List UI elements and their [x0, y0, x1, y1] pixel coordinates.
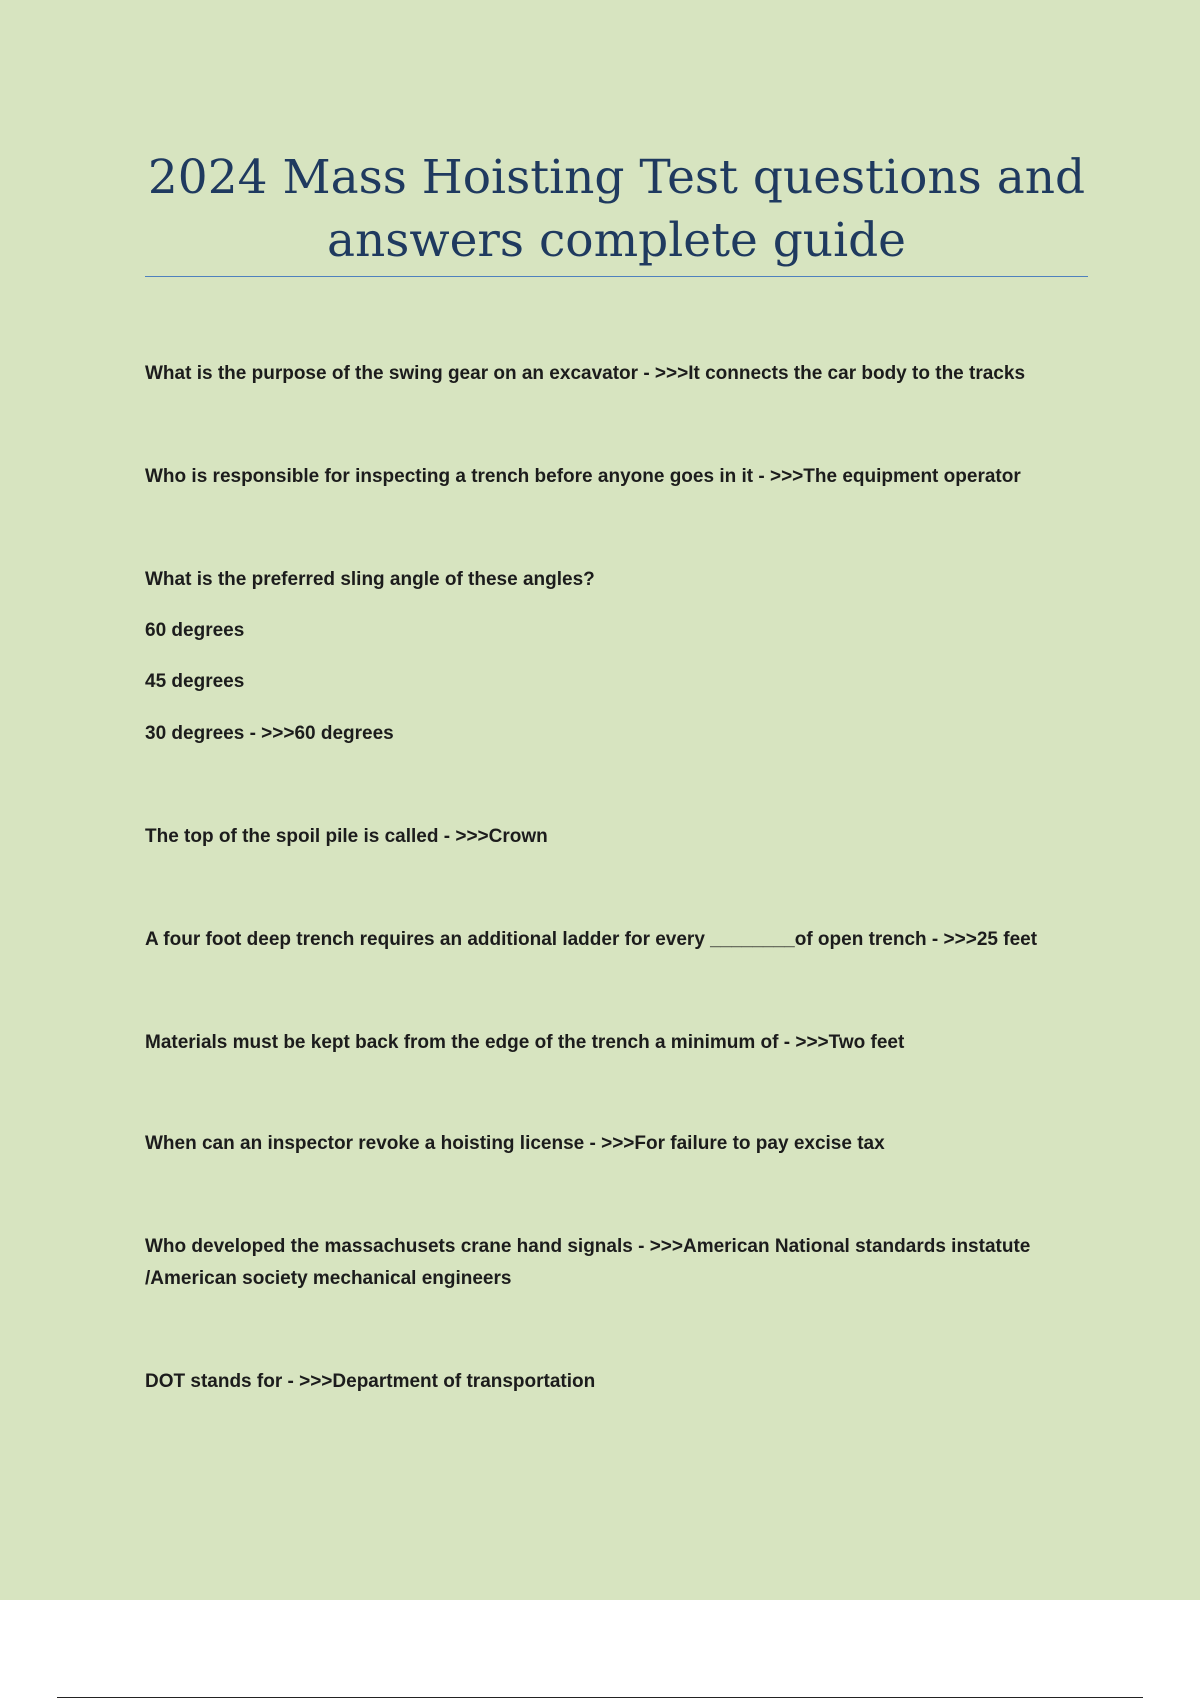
qa-item-sling-angle-option-60: 60 degrees — [145, 620, 245, 641]
qa-item-swing-gear: What is the purpose of the swing gear on an excavator - >>>It connects the car body to the tracks — [145, 363, 1026, 384]
qa-item-dot: DOT stands for - >>>Department of transportation — [145, 1371, 596, 1392]
qa-item-license-revoke: When can an inspector revoke a hoisting license - >>>For failure to pay excise tax — [145, 1133, 885, 1154]
qa-item-sling-angle-question: What is the preferred sling angle of these angles? — [145, 569, 595, 590]
qa-item-sling-angle-answer: 30 degrees - >>>60 degrees — [145, 723, 394, 744]
qa-item-materials-distance: Materials must be kept back from the edge of the trench a minimum of - >>>Two feet — [145, 1032, 905, 1053]
document-title: 2024 Mass Hoisting Test questions and answers complete guide — [147, 150, 1086, 268]
qa-item-hand-signals: Who developed the massachusets crane hand signals - >>>American National standards instatute /American society mechanical engineers — [145, 1236, 1031, 1289]
qa-item-trench-inspection: Who is responsible for inspecting a trench before anyone goes in it - >>>The equipment operator — [145, 466, 1021, 487]
title-underline — [145, 276, 1088, 277]
qa-item-spoil-pile: The top of the spoil pile is called - >>>Crown — [145, 826, 548, 847]
footer-divider — [57, 1697, 1143, 1698]
qa-item-sling-angle-option-45: 45 degrees — [145, 671, 245, 692]
qa-item-trench-ladder: A four foot deep trench requires an additional ladder for every ________of open trench - >>>25 feet — [145, 929, 1038, 950]
